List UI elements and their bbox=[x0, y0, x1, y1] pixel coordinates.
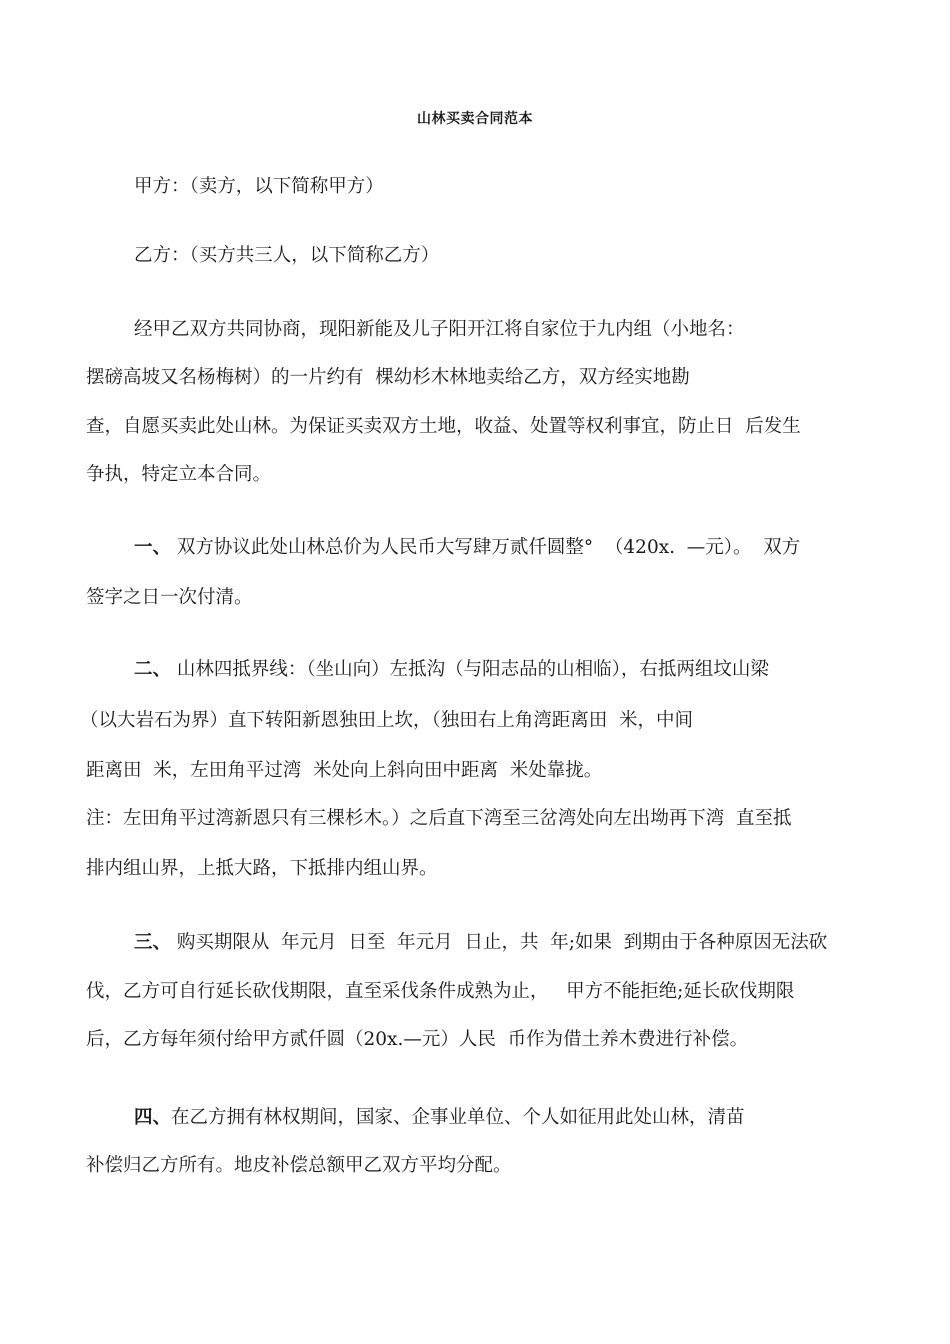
clause-line bbox=[134, 658, 769, 682]
clause-number: 二、 bbox=[134, 659, 172, 680]
clause-line: 距离田 米，左田角平过湾 米处向上斜向田中距离 米处靠拢。 bbox=[86, 760, 603, 781]
clause-line: 注：左田角平过湾新恩只有三棵杉木。）之后直下湾至三岔湾处向左出坳再下湾 直至抵 bbox=[86, 808, 792, 829]
intro-line: 争执，特定立本合同。 bbox=[86, 464, 272, 485]
clause-text: 购买期限从 年元月 日至 年元月 日止，共 年;如果 到期由于各种原因无法砍 bbox=[171, 932, 828, 953]
clause-line: （以大岩石为界）直下转阳新恩独田上坎，（独田右上角湾距离田 米，中间 bbox=[80, 710, 694, 731]
party-a-line: 甲方：（卖方，以下简称甲方） bbox=[134, 176, 384, 197]
clause-line: 后，乙方每年须付给甲方贰仟圆（20x.—元）人民 币作为借土养木费进行补偿。 bbox=[86, 1029, 749, 1050]
clause-line: 排内组山界，上抵大路，下抵排内组山界。 bbox=[86, 858, 438, 879]
intro-line: 摆磅高坡又名杨梅树）的一片约有 棵幼杉木林地卖给乙方，双方经实地勘 bbox=[86, 367, 690, 388]
clause-line: 签字之日一次付清。 bbox=[86, 587, 253, 608]
clause-line: 补偿归乙方所有。地皮补偿总额甲乙双方平均分配。 bbox=[86, 1155, 512, 1176]
clause-text: 在乙方拥有林权期间，国家、企事业单位、个人如征用此处山林，清苗 bbox=[171, 1107, 745, 1128]
clause-number: 一、 bbox=[134, 537, 172, 558]
clause-line bbox=[134, 931, 827, 955]
clause-text: 双方协议此处山林总价为人民币大写肆万贰仟圆整° （420x. —元）。 双方 bbox=[171, 537, 801, 558]
party-b-line: 乙方：（买方共三人，以下简称乙方） bbox=[134, 245, 440, 266]
clause-line bbox=[134, 536, 800, 560]
clause-line bbox=[134, 1106, 745, 1130]
intro-line: 经甲乙双方共同协商，现阳新能及儿子阳开江将自家位于九内组（小地名： bbox=[134, 319, 745, 340]
clause-text: 山林四抵界线：（坐山向）左抵沟（与阳志品的山相临），右抵两组坟山梁 bbox=[171, 659, 769, 680]
clause-number: 三、 bbox=[134, 932, 172, 953]
clause-number: 四、 bbox=[134, 1107, 172, 1128]
document-title: 山林买卖合同范本 bbox=[417, 111, 533, 127]
intro-line: 查，自愿买卖此处山林。为保证买卖双方土地，收益、处置等权利事宜，防止日 后发生 bbox=[86, 416, 801, 437]
clause-line: 伐，乙方可自行延长砍伐期限，直至采伐条件成熟为止， 甲方不能拒绝;延长砍伐期限 bbox=[86, 981, 795, 1002]
